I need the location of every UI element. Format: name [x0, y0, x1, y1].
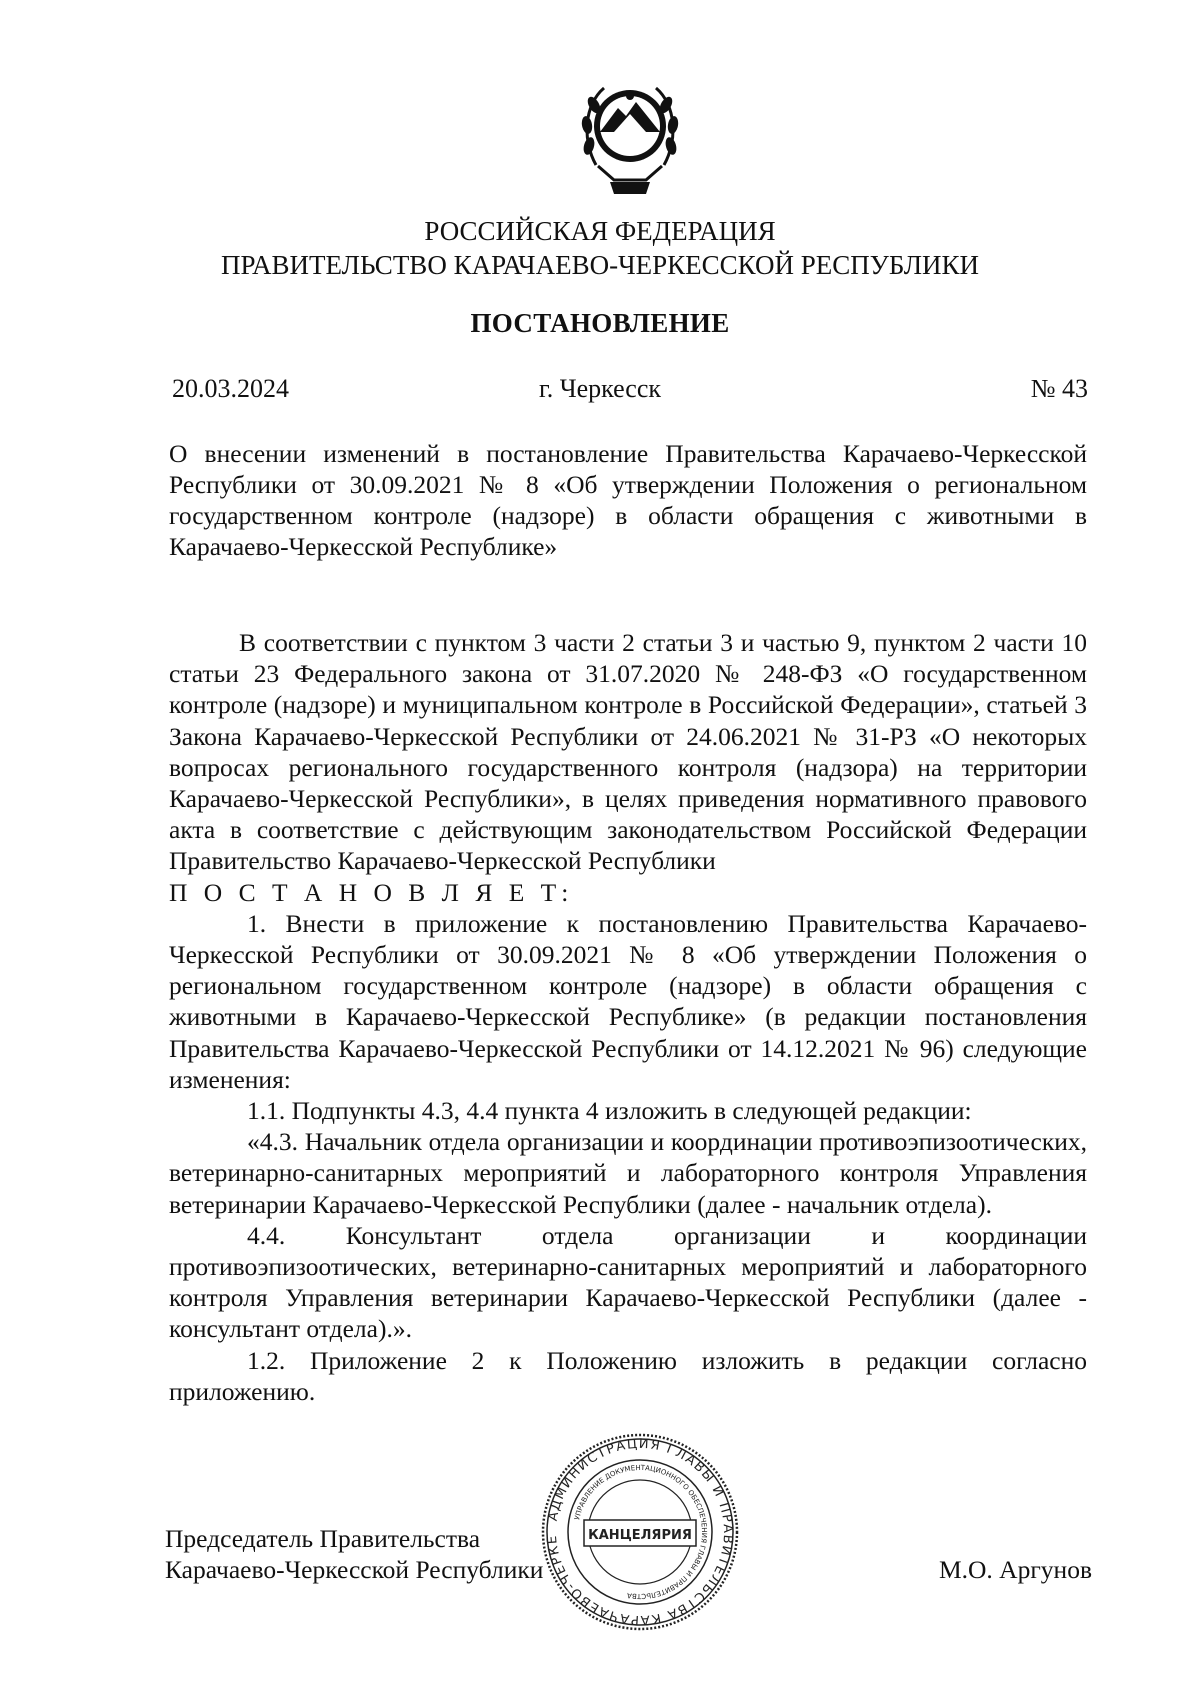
paragraph-4-4: 4.4. Консультант отдела организации и координации противоэпизоотических, ветеринарно-санитарных мероприятий и лабораторного контроля Управления ветеринарии Карачаево-Черкесской Республики (далее - консультант отдела).». [169, 1220, 1087, 1344]
document-subject: О внесении изменений в постановление Правительства Карачаево-Черкесской Республики от 30.09.2021 № 8 «Об утверждении Положения о региональном государственном контроле (надзоре) в области обращения с животными в Карачаево-Черкесской Республике» [169, 439, 1087, 561]
stamp-center-text: КАНЦЕЛЯРИЯ [588, 1528, 692, 1543]
signature-position-line-1: Председатель Правительства [165, 1524, 481, 1553]
document-number: № 43 [1030, 374, 1088, 403]
signature-position-line-2: Карачаево-Черкесской Республики [165, 1555, 544, 1584]
paragraph-1-2: 1.2. Приложение 2 к Положению изложить в редакции согласно приложению. [169, 1345, 1087, 1406]
document-city: г. Черкесск [538, 374, 662, 403]
official-stamp [540, 1432, 740, 1632]
stamp-inner-text: УПРАВЛЕНИЕ ДОКУМЕНТАЦИОННОГО ОБЕСПЕЧЕНИЯ ГЛАВЫ И ПРАВИТЕЛЬСТВА [573, 1463, 709, 1601]
signature-name: М.О. Аргунов [938, 1555, 1092, 1584]
paragraph-1-1: 1.1. Подпункты 4.3, 4.4 пункта 4 изложить в следующей редакции: [247, 1096, 972, 1126]
header-government: ПРАВИТЕЛЬСТВО КАРАЧАЕВО-ЧЕРКЕССКОЙ РЕСПУБЛИКИ [220, 250, 980, 280]
paragraph-4-3: «4.3. Начальник отдела организации и координации противоэпизоотических, ветеринарно-санитарных мероприятий и лабораторного контроля Управления ветеринарии Карачаево-Черкесской Республики (далее - начальник отдела). [169, 1127, 1087, 1219]
paragraph-1: 1. Внести в приложение к постановлению Правительства Карачаево-Черкесской Республики от 30.09.2021 № 8 «Об утверждении Положения о региональном государственном контроле (надзоре) в области обращения с животными в Карачаево-Черкесской Республике» (в редакции постановления Правительства Карачаево-Черкесской Республики от 14.12.2021 № 96) следующие изменения: [169, 908, 1087, 1094]
resolves-heading: П О С Т А Н О В Л Я Е Т: [169, 877, 574, 907]
stamp-outer-text: АДМИНИСТРАЦИЯ ГЛАВЫ И ПРАВИТЕЛЬСТВА КАРАЧАЕВО-ЧЕРКЕ [544, 1436, 736, 1628]
header-country: РОССИЙСКАЯ ФЕДЕРАЦИЯ [424, 216, 776, 246]
document-type-title: ПОСТАНОВЛЕНИЕ [470, 308, 730, 338]
preamble-paragraph: В соответствии с пунктом 3 части 2 статьи 3 и частью 9, пунктом 2 части 10 статьи 23 Федерального закона от 31.07.2020 № 248-ФЗ «О государственном контроле (надзоре) и муниципальном контроле в Российской Федерации», статьей 3 Закона Карачаево-Черкесской Республики от 24.06.2021 № 31-РЗ «О некоторых вопросах регионального государственного контроля (надзора) на территории Карачаево-Черкесской Республики», в целях приведения нормативного правового акта в соответствие с действующим законодательством Российской Федерации Правительство Карачаево-Черкесской Республики [169, 628, 1087, 876]
document-body [169, 627, 1087, 1407]
document-date: 20.03.2024 [172, 374, 289, 403]
signature-position [165, 1523, 543, 1585]
coat-of-arms-emblem [574, 70, 686, 200]
